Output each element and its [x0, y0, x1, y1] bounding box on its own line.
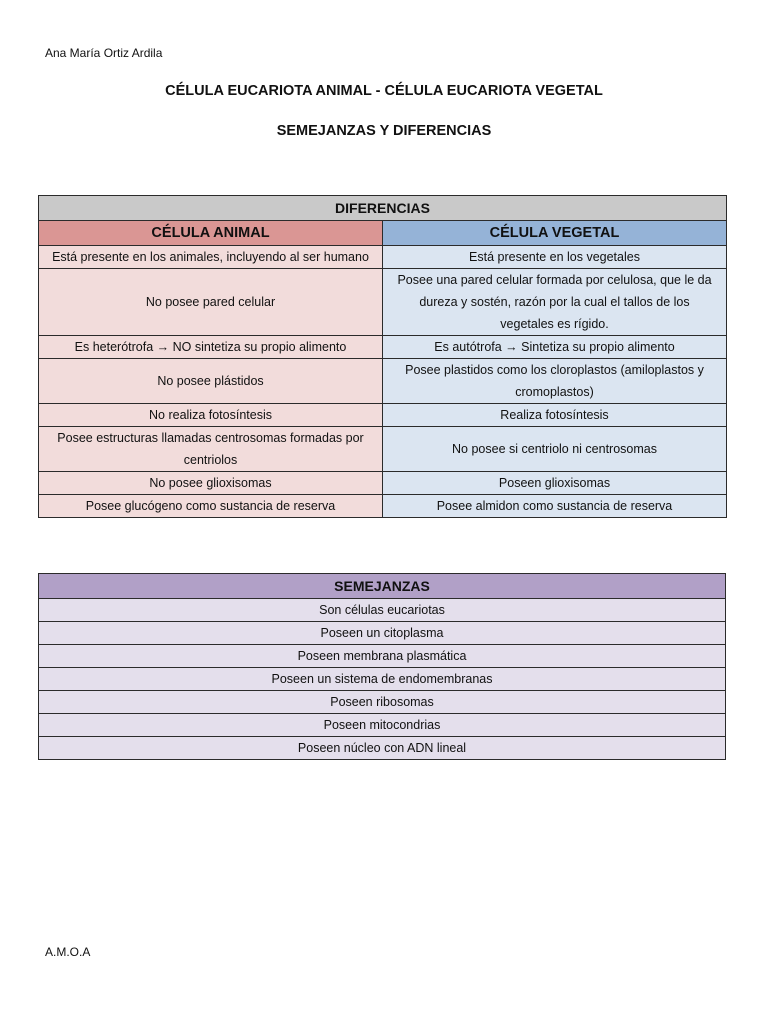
table-row — [39, 691, 726, 714]
similarity-item: Poseen núcleo con ADN lineal — [39, 737, 726, 760]
similarity-item: Poseen ribosomas — [39, 691, 726, 714]
differences-column-headers — [39, 221, 727, 246]
plant-trait: Posee plastidos como los cloroplastos (amiloplastos y cromoplastos) — [383, 359, 727, 404]
table-row — [39, 599, 726, 622]
similarity-item: Poseen membrana plasmática — [39, 645, 726, 668]
similarities-table — [38, 573, 726, 760]
table-row — [39, 427, 727, 472]
table-row — [39, 622, 726, 645]
animal-trait: Es heterótrofa → NO sintetiza su propio alimento — [39, 336, 383, 359]
document-title: CÉLULA EUCARIOTA ANIMAL - CÉLULA EUCARIOTA VEGETAL — [165, 83, 603, 99]
animal-trait: No posee pared celular — [39, 269, 383, 336]
plant-trait: Posee almidon como sustancia de reserva — [383, 495, 727, 518]
differences-header-row — [39, 196, 727, 221]
table-row — [39, 495, 727, 518]
plant-trait: Poseen glioxisomas — [383, 472, 727, 495]
similarity-item: Poseen un sistema de endomembranas — [39, 668, 726, 691]
table-row — [39, 359, 727, 404]
animal-trait: Está presente en los animales, incluyendo al ser humano — [39, 246, 383, 269]
table-row — [39, 645, 726, 668]
table-row — [39, 472, 727, 495]
animal-cell-header: CÉLULA ANIMAL — [39, 221, 383, 246]
animal-trait: No posee plástidos — [39, 359, 383, 404]
table-row — [39, 269, 727, 336]
animal-trait: No realiza fotosíntesis — [39, 404, 383, 427]
plant-cell-header: CÉLULA VEGETAL — [383, 221, 727, 246]
table-row — [39, 336, 727, 359]
author-name: Ana María Ortiz Ardila — [45, 46, 163, 60]
plant-trait: Posee una pared celular formada por celulosa, que le da dureza y sostén, razón por la cual el tallos de los vegetales es rígido. — [383, 269, 727, 336]
table-row — [39, 246, 727, 269]
table-row — [39, 714, 726, 737]
table-row — [39, 668, 726, 691]
similarities-header-row — [39, 574, 726, 599]
plant-trait: Realiza fotosíntesis — [383, 404, 727, 427]
plant-trait: No posee si centriolo ni centrosomas — [383, 427, 727, 472]
table-row — [39, 404, 727, 427]
document-subtitle: SEMEJANZAS Y DIFERENCIAS — [276, 123, 492, 139]
similarity-item: Son células eucariotas — [39, 599, 726, 622]
differences-table — [38, 195, 727, 518]
similarity-item: Poseen mitocondrias — [39, 714, 726, 737]
plant-trait: Es autótrofa → Sintetiza su propio alimento — [383, 336, 727, 359]
animal-trait: No posee glioxisomas — [39, 472, 383, 495]
similarities-header: SEMEJANZAS — [39, 574, 726, 599]
table-row — [39, 737, 726, 760]
differences-header: DIFERENCIAS — [39, 196, 727, 221]
footer-initials: A.M.O.A — [45, 945, 91, 959]
plant-trait: Está presente en los vegetales — [383, 246, 727, 269]
animal-trait: Posee glucógeno como sustancia de reserva — [39, 495, 383, 518]
animal-trait: Posee estructuras llamadas centrosomas formadas por centriolos — [39, 427, 383, 472]
similarity-item: Poseen un citoplasma — [39, 622, 726, 645]
